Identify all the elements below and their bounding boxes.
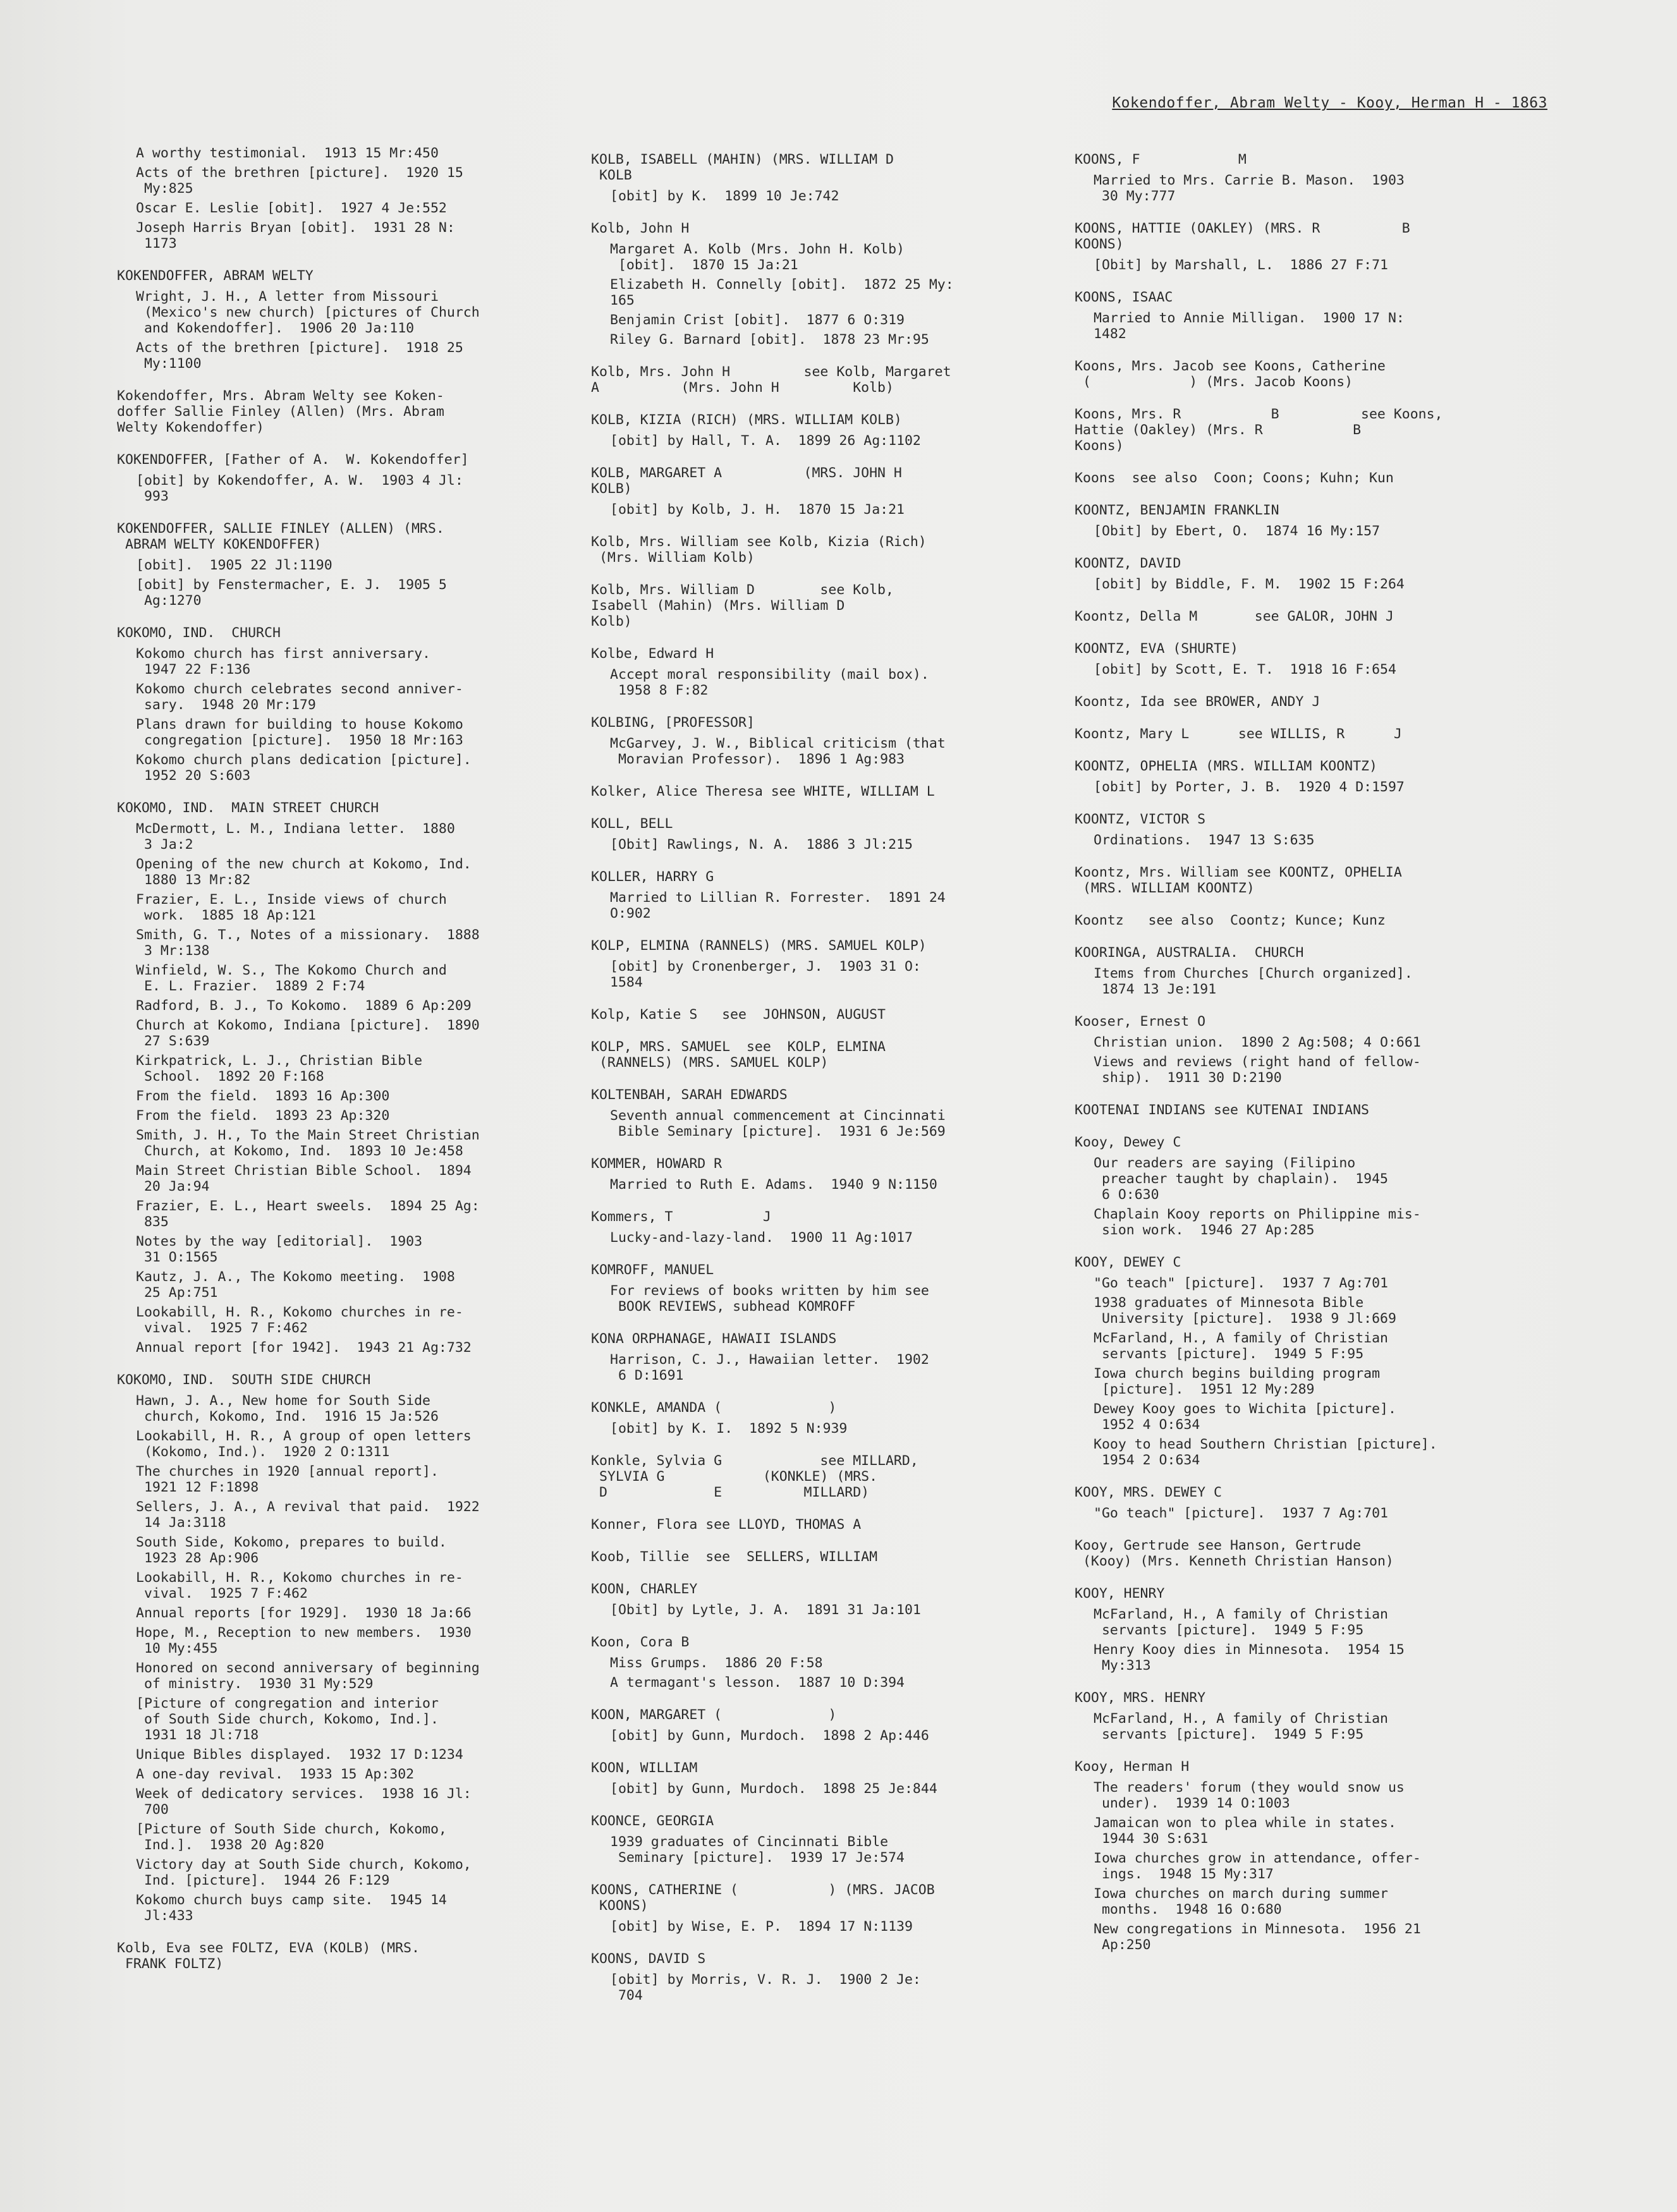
entry-citation: Henry Kooy dies in Minnesota. 1954 15 My:313 xyxy=(1094,1642,1405,1674)
entry-heading: Koob, Tillie see SELLERS, WILLIAM xyxy=(591,1549,878,1565)
index-entry xyxy=(591,1882,1034,1935)
entry-citation: Joseph Harris Bryan [obit]. 1931 28 N: 1173 xyxy=(136,220,455,252)
index-entry xyxy=(591,1760,1034,1797)
index-entry xyxy=(591,1209,1034,1246)
index-entry xyxy=(591,1634,1034,1691)
entry-citation: Opening of the new church at Kokomo, Ind. 1880 13 Mr:82 xyxy=(136,856,472,888)
index-entry xyxy=(1075,470,1517,486)
entry-heading: Kolb, Mrs. William see Kolb, Kizia (Rich) (Mrs. William Kolb) xyxy=(591,534,927,566)
entry-heading: KOLL, BELL xyxy=(591,816,673,832)
index-entry xyxy=(1075,609,1517,624)
entry-citation: [obit] by Kokendoffer, A. W. 1903 4 Jl: 993 xyxy=(136,473,463,504)
index-entry xyxy=(1075,811,1517,848)
index-entry xyxy=(117,268,559,372)
entry-heading: Koons see also Coon; Coons; Kuhn; Kun xyxy=(1075,470,1394,486)
entry-heading: Koontz, Ida see BROWER, ANDY J xyxy=(1075,694,1320,710)
index-entry xyxy=(591,412,1034,449)
entry-citation: [obit] by Kolb, J. H. 1870 15 Ja:21 xyxy=(610,502,905,518)
entry-citation: Iowa churches on march during summer months. 1948 16 O:680 xyxy=(1094,1886,1388,1917)
entry-citation: Married to Lillian R. Forrester. 1891 24 O:902 xyxy=(610,890,946,921)
index-entry xyxy=(591,1549,1034,1565)
entry-heading: KOON, CHARLEY xyxy=(591,1581,698,1597)
index-entry xyxy=(591,1156,1034,1193)
entry-citation: [Obit] Rawlings, N. A. 1886 3 Jl:215 xyxy=(610,837,913,853)
index-entry xyxy=(591,582,1034,629)
index-entry xyxy=(591,1039,1034,1071)
index-entry xyxy=(1075,221,1517,273)
entry-heading: KOKOMO, IND. MAIN STREET CHURCH xyxy=(117,800,379,816)
entry-heading: KOKOMO, IND. SOUTH SIDE CHURCH xyxy=(117,1372,371,1388)
page-header: Kokendoffer, Abram Welty - Kooy, Herman H - 1863 xyxy=(1112,95,1547,111)
entry-citation: Sellers, J. A., A revival that paid. 1922 14 Ja:3118 xyxy=(136,1499,480,1531)
index-entry xyxy=(1075,152,1517,204)
entry-heading: KOON, WILLIAM xyxy=(591,1760,698,1776)
entry-citation: Miss Grumps. 1886 20 F:58 xyxy=(610,1655,823,1671)
entry-citation: Jamaican won to plea while in states. 1944 30 S:631 xyxy=(1094,1815,1396,1847)
entry-heading: KOONTZ, OPHELIA (MRS. WILLIAM KOONTZ) xyxy=(1075,758,1377,774)
index-entry xyxy=(591,938,1034,990)
index-entry xyxy=(591,364,1034,396)
entry-citation: Iowa church begins building program [picture]. 1951 12 My:289 xyxy=(1094,1366,1381,1397)
entry-citation: "Go teach" [picture]. 1937 7 Ag:701 xyxy=(1094,1275,1388,1291)
index-entry xyxy=(1075,1586,1517,1674)
entry-heading: KOONS, ISAAC xyxy=(1075,289,1173,305)
entry-citation: Smith, G. T., Notes of a missionary. 1888 3 Mr:138 xyxy=(136,927,480,959)
index-entry xyxy=(1075,758,1517,795)
entry-heading: KONA ORPHANAGE, HAWAII ISLANDS xyxy=(591,1331,837,1347)
entry-heading: Koontz, Mary L see WILLIS, R J xyxy=(1075,726,1402,742)
entry-heading: KOKENDOFFER, ABRAM WELTY xyxy=(117,268,314,284)
entry-citation: Lookabill, H. R., A group of open letters (Kokomo, Ind.). 1920 2 O:1311 xyxy=(136,1428,472,1460)
entry-heading: Kooy, Dewey C xyxy=(1075,1134,1181,1150)
entry-heading: Kolker, Alice Theresa see WHITE, WILLIAM L xyxy=(591,784,935,799)
index-entry xyxy=(117,452,559,504)
index-entry xyxy=(117,1940,559,1972)
index-entry xyxy=(1075,1538,1517,1569)
entry-citation: Margaret A. Kolb (Mrs. John H. Kolb) [obit]. 1870 15 Ja:21 xyxy=(610,241,905,273)
index-entry xyxy=(591,715,1034,767)
entry-citation: Seventh annual commencement at Cincinnati Bible Seminary [picture]. 1931 6 Je:569 xyxy=(610,1108,946,1139)
entry-citation: Kooy to head Southern Christian [picture]. 1954 2 O:634 xyxy=(1094,1437,1437,1468)
entry-heading: KOOY, MRS. HENRY xyxy=(1075,1690,1206,1706)
entry-heading: KOONTZ, BENJAMIN FRANKLIN xyxy=(1075,502,1279,518)
entry-heading: KOOTENAI INDIANS see KUTENAI INDIANS xyxy=(1075,1102,1369,1118)
entry-heading: KOONS, DAVID S xyxy=(591,1951,706,1967)
entry-citation: From the field. 1893 23 Ap:320 xyxy=(136,1108,390,1124)
entry-citation: Winfield, W. S., The Kokomo Church and E. L. Frazier. 1889 2 F:74 xyxy=(136,963,447,994)
entry-heading: KONKLE, AMANDA ( ) xyxy=(591,1400,837,1416)
entry-citation: Kokomo church has first anniversary. 1947 22 F:136 xyxy=(136,646,430,678)
entry-citation: Married to Annie Milligan. 1900 17 N: 1482 xyxy=(1094,310,1405,342)
entry-heading: Koon, Cora B xyxy=(591,1634,690,1650)
entry-heading: Kolb, Eva see FOLTZ, EVA (KOLB) (MRS. FRANK FOLTZ) xyxy=(117,1940,420,1972)
entry-citation: A one-day revival. 1933 15 Ap:302 xyxy=(136,1766,415,1782)
entry-citation: [obit] by K. 1899 10 Je:742 xyxy=(610,188,839,204)
entry-heading: Kooser, Ernest O xyxy=(1075,1014,1206,1030)
index-entry xyxy=(1075,289,1517,342)
entry-citation: Riley G. Barnard [obit]. 1878 23 Mr:95 xyxy=(610,332,929,348)
entry-heading: Kolbe, Edward H xyxy=(591,646,714,662)
entry-heading: KOON, MARGARET ( ) xyxy=(591,1707,837,1723)
entry-citation: Kokomo church buys camp site. 1945 14 Jl:433 xyxy=(136,1892,447,1924)
entry-heading: KOKENDOFFER, [Father of A. W. Kokendoffer] xyxy=(117,452,469,468)
entry-citation: South Side, Kokomo, prepares to build. 1923 28 Ap:906 xyxy=(136,1534,447,1566)
entry-heading: KOLP, ELMINA (RANNELS) (MRS. SAMUEL KOLP) xyxy=(591,938,927,954)
index-entry xyxy=(1075,1759,1517,1953)
entry-citation: Radford, B. J., To Kokomo. 1889 6 Ap:209 xyxy=(136,998,472,1014)
entry-citation: Lucky-and-lazy-land. 1900 11 Ag:1017 xyxy=(610,1230,913,1246)
entry-citation: Acts of the brethren [picture]. 1920 15 My:825 xyxy=(136,165,463,197)
entry-citation: Unique Bibles displayed. 1932 17 D:1234 xyxy=(136,1747,463,1763)
index-entry xyxy=(591,221,1034,348)
index-entry xyxy=(591,646,1034,698)
entry-citation: Oscar E. Leslie [obit]. 1927 4 Je:552 xyxy=(136,200,447,216)
entry-heading: KOLTENBAH, SARAH EDWARDS xyxy=(591,1087,788,1103)
entry-citation: "Go teach" [picture]. 1937 7 Ag:701 xyxy=(1094,1505,1388,1521)
index-entry xyxy=(591,534,1034,566)
entry-citation: Married to Ruth E. Adams. 1940 9 N:1150 xyxy=(610,1177,937,1193)
entry-heading: KOLP, MRS. SAMUEL see KOLP, ELMINA (RANNELS) (MRS. SAMUEL KOLP) xyxy=(591,1039,886,1071)
index-entry xyxy=(1075,1485,1517,1521)
entry-heading: Konkle, Sylvia G see MILLARD, SYLVIA G (KONKLE) (MRS. D E MILLARD) xyxy=(591,1453,918,1500)
entry-heading: Kommers, T J xyxy=(591,1209,771,1225)
entry-heading: Kooy, Herman H xyxy=(1075,1759,1190,1775)
entry-citation: Ordinations. 1947 13 S:635 xyxy=(1094,832,1315,848)
entry-heading: KOLB, ISABELL (MAHIN) (MRS. WILLIAM D KOLB xyxy=(591,152,894,183)
entry-citation: Annual report [for 1942]. 1943 21 Ag:732 xyxy=(136,1340,472,1356)
entry-citation: [obit] by K. I. 1892 5 N:939 xyxy=(610,1421,848,1437)
entry-citation: Honored on second anniversary of beginning of ministry. 1930 31 My:529 xyxy=(136,1660,480,1692)
index-entry xyxy=(591,1087,1034,1139)
entry-heading: Kolb, John H xyxy=(591,221,690,236)
column-1 xyxy=(117,140,559,1988)
entry-citation: Smith, J. H., To the Main Street Christian Church, at Kokomo, Ind. 1893 10 Je:458 xyxy=(136,1127,480,1159)
index-entry xyxy=(1075,1255,1517,1468)
entry-citation: Week of dedicatory services. 1938 16 Jl: 700 xyxy=(136,1786,472,1818)
entry-citation: Hope, M., Reception to new members. 1930 10 My:455 xyxy=(136,1625,472,1656)
index-entry xyxy=(591,465,1034,518)
entry-citation: Lookabill, H. R., Kokomo churches in re- vival. 1925 7 F:462 xyxy=(136,1570,463,1601)
entry-citation: [obit] by Hall, T. A. 1899 26 Ag:1102 xyxy=(610,433,921,449)
entry-heading: KOKOMO, IND. CHURCH xyxy=(117,625,281,641)
entry-citation: [Picture of South Side church, Kokomo, Ind.]. 1938 20 Ag:820 xyxy=(136,1821,447,1853)
entry-citation: Married to Mrs. Carrie B. Mason. 1903 30 My:777 xyxy=(1094,173,1405,204)
entry-citation: Elizabeth H. Connelly [obit]. 1872 25 My: 165 xyxy=(610,277,954,308)
entry-citation: Notes by the way [editorial]. 1903 31 O:1565 xyxy=(136,1234,423,1265)
index-entry xyxy=(1075,1690,1517,1742)
index-entry xyxy=(1075,358,1517,390)
entry-citation: Views and reviews (right hand of fellow- ship). 1911 30 D:2190 xyxy=(1094,1054,1421,1086)
entry-heading: Kolp, Katie S see JOHNSON, AUGUST xyxy=(591,1007,886,1023)
entry-heading: KOONS, HATTIE (OAKLEY) (MRS. R B KOONS) xyxy=(1075,221,1410,252)
entry-heading: Konner, Flora see LLOYD, THOMAS A xyxy=(591,1517,862,1533)
entry-citation: Harrison, C. J., Hawaiian letter. 1902 6 D:1691 xyxy=(610,1352,929,1383)
entry-citation: A termagant's lesson. 1887 10 D:394 xyxy=(610,1675,905,1691)
index-entry xyxy=(1075,1134,1517,1238)
index-entry xyxy=(1075,694,1517,710)
entry-heading: Kooy, Gertrude see Hanson, Gertrude (Kooy) (Mrs. Kenneth Christian Hanson) xyxy=(1075,1538,1394,1569)
index-entry xyxy=(1075,641,1517,678)
entry-heading: KOLB, KIZIA (RICH) (MRS. WILLIAM KOLB) xyxy=(591,412,902,428)
index-entry xyxy=(591,1813,1034,1866)
entry-citation: [obit] by Wise, E. P. 1894 17 N:1139 xyxy=(610,1919,913,1935)
entry-citation: [Obit] by Marshall, L. 1886 27 F:71 xyxy=(1094,257,1388,273)
index-entry xyxy=(117,625,559,784)
entry-citation: Kirkpatrick, L. J., Christian Bible School. 1892 20 F:168 xyxy=(136,1053,423,1085)
entry-citation: A worthy testimonial. 1913 15 Mr:450 xyxy=(136,145,439,161)
entry-citation: [obit] by Gunn, Murdoch. 1898 25 Je:844 xyxy=(610,1781,937,1797)
index-entry xyxy=(591,1262,1034,1315)
entry-heading: KOKENDOFFER, SALLIE FINLEY (ALLEN) (MRS. ABRAM WELTY KOKENDOFFER) xyxy=(117,521,444,552)
entry-citation: Plans drawn for building to house Kokomo congregation [picture]. 1950 18 Mr:163 xyxy=(136,717,463,748)
entry-citation: [obit] by Fenstermacher, E. J. 1905 5 Ag:1270 xyxy=(136,577,447,609)
column-2 xyxy=(591,152,1034,2020)
entry-citation: 1938 graduates of Minnesota Bible University [picture]. 1938 9 Jl:669 xyxy=(1094,1295,1396,1327)
entry-heading: KOONTZ, DAVID xyxy=(1075,556,1181,571)
index-entry xyxy=(591,1453,1034,1500)
entry-citation: McFarland, H., A family of Christian servants [picture]. 1949 5 F:95 xyxy=(1094,1711,1388,1742)
entry-citation: McFarland, H., A family of Christian servants [picture]. 1949 5 F:95 xyxy=(1094,1330,1388,1362)
entry-heading: KOONTZ, EVA (SHURTE) xyxy=(1075,641,1238,657)
index-entry xyxy=(591,152,1034,204)
entry-heading: Koontz, Mrs. William see KOONTZ, OPHELIA (MRS. WILLIAM KOONTZ) xyxy=(1075,865,1402,896)
entry-citation: Lookabill, H. R., Kokomo churches in re- vival. 1925 7 F:462 xyxy=(136,1304,463,1336)
index-entry xyxy=(591,1007,1034,1023)
entry-citation: For reviews of books written by him see BOOK REVIEWS, subhead KOMROFF xyxy=(610,1283,929,1315)
index-entry xyxy=(117,800,559,1356)
entry-citation: Christian union. 1890 2 Ag:508; 4 O:661 xyxy=(1094,1035,1421,1050)
entry-citation: [obit] by Scott, E. T. 1918 16 F:654 xyxy=(1094,662,1396,678)
entry-citation: The readers' forum (they would snow us under). 1939 14 O:1003 xyxy=(1094,1780,1405,1811)
entry-citation: From the field. 1893 16 Ap:300 xyxy=(136,1088,390,1104)
index-entry xyxy=(1075,502,1517,539)
entry-citation: [obit] by Gunn, Murdoch. 1898 2 Ap:446 xyxy=(610,1728,929,1744)
entry-citation: McGarvey, J. W., Biblical criticism (that Moravian Professor). 1896 1 Ag:983 xyxy=(610,736,946,767)
entry-citation: [obit] by Cronenberger, J. 1903 31 O: 1584 xyxy=(610,959,921,990)
index-entry xyxy=(591,869,1034,921)
index-entry xyxy=(591,1517,1034,1533)
entry-heading: KOMMER, HOWARD R xyxy=(591,1156,723,1172)
entry-heading: Koontz, Della M see GALOR, JOHN J xyxy=(1075,609,1394,624)
entry-heading: Koons, Mrs. Jacob see Koons, Catherine ( ) (Mrs. Jacob Koons) xyxy=(1075,358,1386,390)
entry-citation: McFarland, H., A family of Christian servants [picture]. 1949 5 F:95 xyxy=(1094,1607,1388,1638)
entry-citation: Annual reports [for 1929]. 1930 18 Ja:66 xyxy=(136,1605,472,1621)
index-entry xyxy=(1075,1014,1517,1086)
entry-heading: Kolb, Mrs. John H see Kolb, Margaret A (Mrs. John H Kolb) xyxy=(591,364,951,396)
entry-heading: KOLBING, [PROFESSOR] xyxy=(591,715,755,731)
entry-heading: KOONS, F M xyxy=(1075,152,1247,167)
index-entry xyxy=(1075,406,1517,454)
entry-citation: Frazier, E. L., Heart sweels. 1894 25 Ag: 835 xyxy=(136,1198,480,1230)
index-entry xyxy=(1075,945,1517,997)
entry-citation: Victory day at South Side church, Kokomo, Ind. [picture]. 1944 26 F:129 xyxy=(136,1857,472,1888)
entry-citation: [obit]. 1905 22 Jl:1190 xyxy=(136,557,332,573)
index-entry xyxy=(591,816,1034,853)
entry-citation: [Obit] by Lytle, J. A. 1891 31 Ja:101 xyxy=(610,1602,921,1618)
entry-heading: Kokendoffer, Mrs. Abram Welty see Koken- doffer Sallie Finley (Allen) (Mrs. Abram Welty Kokendoffer) xyxy=(117,388,444,435)
entry-heading: KOLLER, HARRY G xyxy=(591,869,714,885)
entry-citation: Benjamin Crist [obit]. 1877 6 O:319 xyxy=(610,312,905,328)
index-entry xyxy=(1075,726,1517,742)
entry-citation: [Picture of congregation and interior of South Side church, Kokomo, Ind.]. 1931 18 Jl:718 xyxy=(136,1696,439,1743)
entry-citation: Acts of the brethren [picture]. 1918 25 My:1100 xyxy=(136,340,463,372)
entry-citation: Kokomo church plans dedication [picture]. 1952 20 S:603 xyxy=(136,752,472,784)
entry-citation: Frazier, E. L., Inside views of church work. 1885 18 Ap:121 xyxy=(136,892,447,923)
entry-heading: KOONCE, GEORGIA xyxy=(591,1813,714,1829)
entry-heading: Kolb, Mrs. William D see Kolb, Isabell (Mahin) (Mrs. William D Kolb) xyxy=(591,582,894,629)
entry-heading: KOLB, MARGARET A (MRS. JOHN H KOLB) xyxy=(591,465,902,497)
entry-citation: Kokomo church celebrates second anniver- sary. 1948 20 Mr:179 xyxy=(136,681,463,713)
entry-citation: Iowa churches grow in attendance, offer- ings. 1948 15 My:317 xyxy=(1094,1850,1421,1882)
entry-heading: KOONTZ, VICTOR S xyxy=(1075,811,1206,827)
entry-citation: 1939 graduates of Cincinnati Bible Seminary [picture]. 1939 17 Je:574 xyxy=(610,1834,905,1866)
index-entry xyxy=(117,1372,559,1924)
entry-citation: Main Street Christian Bible School. 1894 20 Ja:94 xyxy=(136,1163,472,1194)
entry-citation: Chaplain Kooy reports on Philippine mis- sion work. 1946 27 Ap:285 xyxy=(1094,1206,1421,1238)
entry-citation: [obit] by Biddle, F. M. 1902 15 F:264 xyxy=(1094,576,1405,592)
entry-citation: McDermott, L. M., Indiana letter. 1880 3 Ja:2 xyxy=(136,821,455,853)
entry-heading: Koontz see also Coontz; Kunce; Kunz xyxy=(1075,913,1386,928)
entry-heading: KOMROFF, MANUEL xyxy=(591,1262,714,1278)
index-entry xyxy=(1075,556,1517,592)
index-entry xyxy=(591,784,1034,799)
entry-heading: Koons, Mrs. R B see Koons, Hattie (Oakley) (Mrs. R B Koons) xyxy=(1075,406,1443,454)
entry-citation: Items from Churches [Church organized]. 1874 13 Je:191 xyxy=(1094,966,1413,997)
entry-heading: KOORINGA, AUSTRALIA. CHURCH xyxy=(1075,945,1304,961)
index-entry xyxy=(591,1951,1034,2003)
entry-citation: New congregations in Minnesota. 1956 21 Ap:250 xyxy=(1094,1921,1421,1953)
entry-heading: KOOY, DEWEY C xyxy=(1075,1255,1181,1270)
entry-citation: Wright, J. H., A letter from Missouri (Mexico's new church) [pictures of Church and Kokendoffer]. 1906 20 Ja:110 xyxy=(136,289,480,336)
entry-citation: The churches in 1920 [annual report]. 1921 12 F:1898 xyxy=(136,1464,439,1495)
index-entry xyxy=(1075,1102,1517,1118)
column-3 xyxy=(1075,152,1517,1969)
index-entry xyxy=(591,1707,1034,1744)
index-entry xyxy=(1075,913,1517,928)
entry-citation: [obit] by Porter, J. B. 1920 4 D:1597 xyxy=(1094,779,1405,795)
entry-citation: Kautz, J. A., The Kokomo meeting. 1908 25 Ap:751 xyxy=(136,1269,455,1301)
entry-citation: [Obit] by Ebert, O. 1874 16 My:157 xyxy=(1094,523,1381,539)
index-entry xyxy=(591,1331,1034,1383)
index-entry xyxy=(117,388,559,435)
index-entry xyxy=(1075,865,1517,896)
index-entry xyxy=(117,145,559,252)
entry-heading: KOOY, HENRY xyxy=(1075,1586,1165,1601)
entry-citation: Our readers are saying (Filipino preacher taught by chaplain). 1945 6 O:630 xyxy=(1094,1155,1388,1203)
index-entry xyxy=(591,1400,1034,1437)
entry-heading: KOOY, MRS. DEWEY C xyxy=(1075,1485,1222,1500)
index-entry xyxy=(117,521,559,609)
index-entry xyxy=(591,1581,1034,1618)
entry-citation: Accept moral responsibility (mail box). 1958 8 F:82 xyxy=(610,667,929,698)
entry-citation: Dewey Kooy goes to Wichita [picture]. 1952 4 O:634 xyxy=(1094,1401,1396,1433)
entry-citation: Hawn, J. A., New home for South Side church, Kokomo, Ind. 1916 15 Ja:526 xyxy=(136,1393,439,1425)
entry-citation: [obit] by Morris, V. R. J. 1900 2 Je: 704 xyxy=(610,1972,921,2003)
entry-citation: Church at Kokomo, Indiana [picture]. 1890 27 S:639 xyxy=(136,1018,480,1049)
entry-heading: KOONS, CATHERINE ( ) (MRS. JACOB KOONS) xyxy=(591,1882,935,1914)
